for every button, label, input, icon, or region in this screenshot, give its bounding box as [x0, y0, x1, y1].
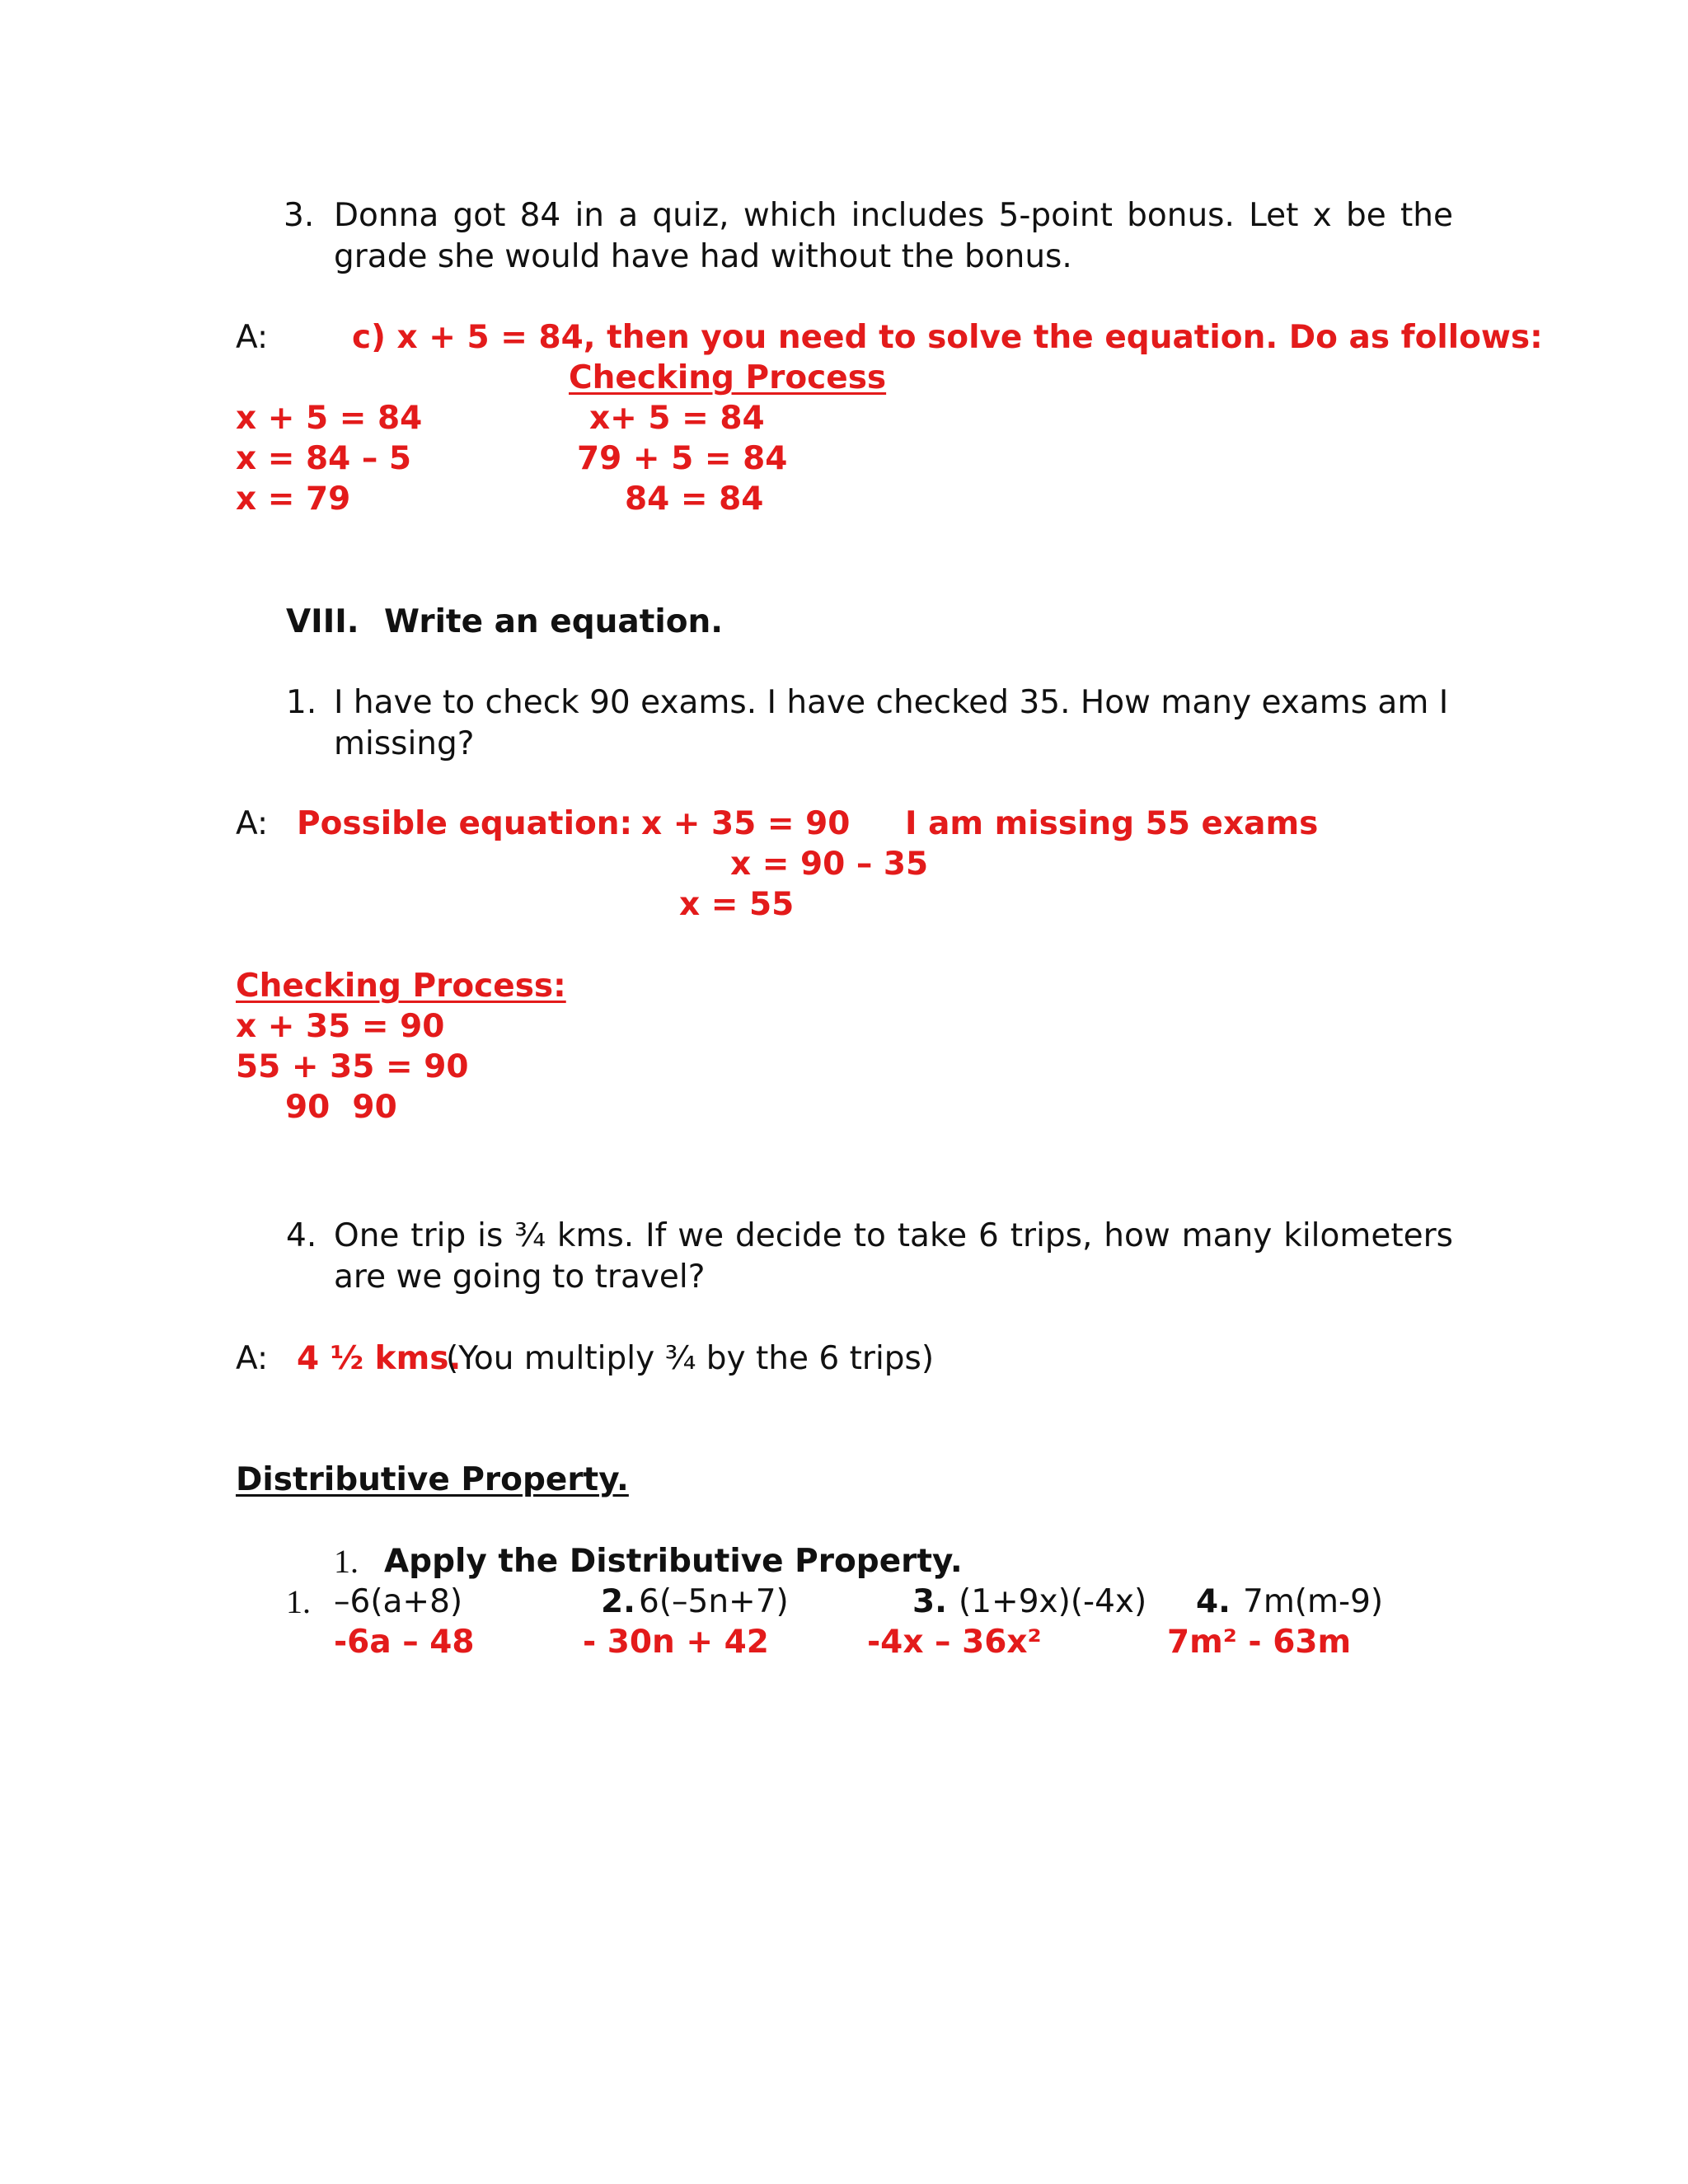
q3-solve-step: x = 84 – 5: [236, 440, 412, 477]
q3-number: 3.: [284, 197, 315, 234]
q1-step: x = 55: [679, 886, 795, 923]
distributive-row-number: 1.: [286, 1583, 311, 1620]
q1-check-step: 55 + 35 = 90: [236, 1048, 469, 1085]
q1-check-step: 90 90: [285, 1089, 397, 1126]
q3-text: Donna got 84 in a quiz, which includes 5-point bonus. Let x be the grade she would have had without the bonus.: [334, 197, 1453, 275]
problem-expression: 6(–5n+7): [639, 1583, 789, 1620]
q3-solve-step: x + 5 = 84: [236, 400, 423, 437]
q4-answer-bold: 4 ½ kms.: [297, 1340, 462, 1377]
q1-equation-label: Possible equation:: [297, 805, 633, 842]
problem-answer: - 30n + 42: [583, 1624, 769, 1661]
problem-expression: (1+9x)(-4x): [959, 1583, 1147, 1620]
problem-number: 2.: [601, 1583, 635, 1620]
q3-solve-step: x = 79: [236, 480, 351, 518]
q1-check-step: x + 35 = 90: [236, 1008, 445, 1045]
section-numeral: VIII.: [286, 603, 359, 640]
q1-text: I have to check 90 exams. I have checked 35. How many exams am I missing?: [334, 684, 1449, 762]
q1-answer-label: A:: [236, 805, 269, 842]
q3-answer-label: A:: [236, 319, 269, 356]
section-title: Write an equation.: [384, 603, 724, 640]
q1-checking-title: Checking Process:: [236, 968, 566, 1005]
problem-expression: –6(a+8): [334, 1583, 463, 1620]
q4-text: One trip is ¾ kms. If we decide to take 6 trips, how many kilometers are we going to travel?: [334, 1217, 1453, 1296]
q3-check-step: 84 = 84: [625, 480, 764, 518]
problem-number: 4.: [1196, 1583, 1231, 1620]
q3-checking-title: Checking Process: [569, 359, 887, 396]
problem-expression: 7m(m-9): [1243, 1583, 1384, 1620]
problem-answer: -4x – 36x²: [867, 1624, 1042, 1661]
q3-answer: c) x + 5 = 84, then you need to solve the equation. Do as follows:: [352, 319, 1543, 356]
q4-answer-note: (You multiply ¾ by the 6 trips): [446, 1340, 935, 1377]
distributive-instruction-number: 1.: [334, 1543, 359, 1580]
distributive-instruction: Apply the Distributive Property.: [384, 1543, 963, 1580]
q1-step: x = 90 – 35: [730, 846, 929, 883]
q1-step: x + 35 = 90: [641, 805, 851, 842]
q4-number: 4.: [286, 1217, 317, 1254]
q4-answer-label: A:: [236, 1340, 269, 1377]
q1-number: 1.: [286, 684, 317, 721]
q1-result: I am missing 55 exams: [905, 805, 1319, 842]
problem-answer: -6a – 48: [334, 1624, 475, 1661]
q3-check-step: 79 + 5 = 84: [577, 440, 788, 477]
problem-number: 3.: [912, 1583, 947, 1620]
distributive-heading: Distributive Property.: [236, 1461, 629, 1498]
problem-answer: 7m² - 63m: [1167, 1624, 1352, 1661]
q3-check-step: x+ 5 = 84: [589, 400, 765, 437]
